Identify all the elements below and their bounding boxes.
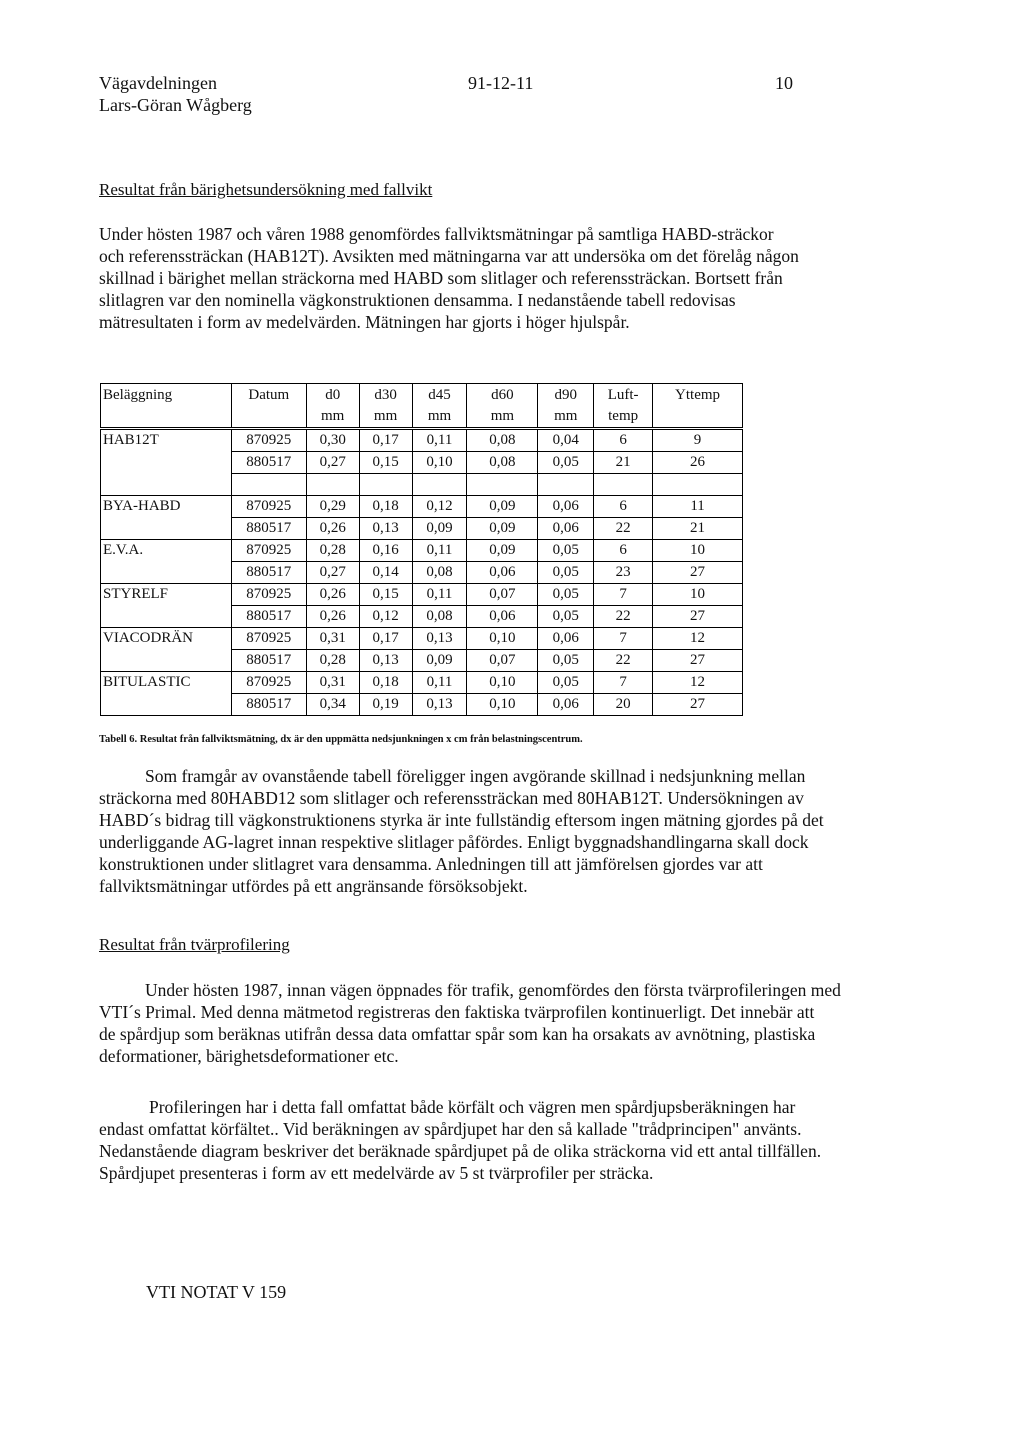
cell-belaggning [101,694,232,716]
cell [231,474,306,496]
cell: 0,06 [538,628,594,650]
cell: 11 [653,496,743,518]
cell: 0,06 [467,606,538,628]
cell: 0,09 [467,540,538,562]
cell: 0,15 [359,452,412,474]
header-author: Lars-Göran Wågberg [99,95,252,115]
column-header: Yttemp [653,384,743,407]
cell: 0,11 [412,672,467,694]
cell: 0,08 [412,606,467,628]
cell: 22 [594,606,653,628]
paragraph-line: slitlagren var den nominella vägkonstruktionen densamma. I nedanstående tabell redovisas [99,290,736,310]
column-header-unit: mm [538,406,594,429]
table-caption: Tabell 6. Resultat från fallviktsmätning, dx är den uppmätta nedsjunkningen x cm från belastningscentrum. [99,734,583,745]
cell-belaggning: BITULASTIC [101,672,232,694]
cell: 0,11 [412,584,467,606]
cell: 880517 [231,606,306,628]
paragraph-profiling [99,979,841,1067]
cell-belaggning [101,650,232,672]
cell: 0,27 [306,562,359,584]
table-row [101,518,743,540]
paragraph-line: de spårdjup som beräknas utifrån dessa data omfattar spår som kan ha orsakats av avnötning, plastiska [99,1024,816,1044]
cell-belaggning [101,606,232,628]
column-header-unit [231,406,306,429]
cell: 870925 [231,496,306,518]
cell: 880517 [231,650,306,672]
cell: 10 [653,540,743,562]
cell: 0,12 [412,496,467,518]
cell: 0,18 [359,496,412,518]
cell: 6 [594,540,653,562]
cell: 0,29 [306,496,359,518]
cell: 6 [594,496,653,518]
cell: 0,17 [359,628,412,650]
cell: 20 [594,694,653,716]
table-row [101,606,743,628]
cell: 0,08 [467,429,538,452]
cell: 0,11 [412,429,467,452]
cell: 22 [594,650,653,672]
cell: 0,30 [306,429,359,452]
cell-belaggning [101,562,232,584]
paragraph-line: endast omfattat körfältet.. Vid beräkningen av spårdjupet har den så kallade "trådprincipen" använts. [99,1119,802,1139]
paragraph-line: deformationer, bärighetsdeformationer etc. [99,1046,399,1066]
cell [306,474,359,496]
paragraph-line: Profileringen har i detta fall omfattat både körfält och vägren men spårdjupsberäkningen har [149,1097,796,1117]
cell-belaggning: BYA-HABD [101,496,232,518]
cell: 7 [594,584,653,606]
cell: 0,06 [538,694,594,716]
cell: 0,34 [306,694,359,716]
cell [101,474,232,496]
cell: 0,13 [359,650,412,672]
cell: 0,26 [306,518,359,540]
paragraph-line: underliggande AG-lagret innan respektive slitlager påfördes. Enligt byggnadshandlingarna skall dock [99,832,809,852]
cell: 870925 [231,584,306,606]
cell: 12 [653,672,743,694]
cell: 26 [653,452,743,474]
cell: 0,05 [538,452,594,474]
cell: 0,07 [467,650,538,672]
column-header-unit: temp [594,406,653,429]
paragraph-line: Spårdjupet presenteras i form av ett medelvärde av 5 st tvärprofiler per sträcka. [99,1163,654,1183]
table-row [101,540,743,562]
cell: 0,31 [306,628,359,650]
cell: 27 [653,694,743,716]
cell: 0,12 [359,606,412,628]
column-header: d0 [306,384,359,407]
cell: 870925 [231,628,306,650]
paragraph-line: HABD´s bidrag till vägkonstruktionens styrka är inte fullständig eftersom ingen mätning gjordes på det [99,810,824,830]
cell [653,474,743,496]
column-header-unit [653,406,743,429]
cell: 0,13 [359,518,412,540]
cell-belaggning: E.V.A. [101,540,232,562]
cell: 0,06 [538,518,594,540]
paragraph-line: mätresultaten i form av medelvärden. Mätningen har gjorts i höger hjulspår. [99,312,630,332]
cell: 0,10 [412,452,467,474]
cell-belaggning: STYRELF [101,584,232,606]
cell: 0,05 [538,672,594,694]
column-header: Luft- [594,384,653,407]
cell: 12 [653,628,743,650]
cell: 870925 [231,672,306,694]
table-row [101,496,743,518]
cell: 0,09 [467,496,538,518]
column-header-unit: mm [306,406,359,429]
column-header: d45 [412,384,467,407]
section-heading-tvarprofilering: Resultat från tvärprofilering [99,935,290,954]
cell: 21 [594,452,653,474]
section-heading-fallvikt: Resultat från bärighetsundersökning med fallvikt [99,180,433,199]
column-header-unit: mm [359,406,412,429]
cell: 0,09 [412,650,467,672]
cell: 0,07 [467,584,538,606]
column-header-unit: mm [412,406,467,429]
paragraph-line: VTI´s Primal. Med denna mätmetod registreras den faktiska tvärprofilen kontinuerligt. Det innebär att [99,1002,815,1022]
cell: 0,10 [467,672,538,694]
cell: 7 [594,672,653,694]
cell [467,474,538,496]
header-date: 91-12-11 [468,73,534,93]
table-row [101,584,743,606]
table-header-row [101,406,743,429]
cell: 880517 [231,562,306,584]
header-org: Vägavdelningen [99,73,217,93]
cell: 0,06 [538,496,594,518]
cell: 0,10 [467,694,538,716]
column-header: Datum [231,384,306,407]
cell: 0,16 [359,540,412,562]
cell-belaggning [101,452,232,474]
cell-belaggning: VIACODRÄN [101,628,232,650]
cell: 0,26 [306,606,359,628]
cell: 0,31 [306,672,359,694]
table-row [101,694,743,716]
column-header: d30 [359,384,412,407]
cell: 27 [653,650,743,672]
cell: 880517 [231,518,306,540]
cell: 880517 [231,452,306,474]
cell: 9 [653,429,743,452]
cell: 0,05 [538,584,594,606]
table-row [101,672,743,694]
cell: 21 [653,518,743,540]
column-header: Beläggning [101,384,232,407]
paragraph-line: Nedanstående diagram beskriver det beräknade spårdjupet på de olika sträckorna vid ett antal tillfällen. [99,1141,822,1161]
paragraph-line: Under hösten 1987, innan vägen öppnades för trafik, genomfördes den första tvärprofileringen med [145,980,841,1000]
paragraph-intro [99,223,799,333]
cell: 0,26 [306,584,359,606]
table-row [101,650,743,672]
page-number: 10 [775,73,793,93]
cell: 27 [653,562,743,584]
column-header-unit [101,406,232,429]
paragraph-line: konstruktionen under slitlagret vara densamma. Anledningen till att jämförelsen gjordes var att [99,854,763,874]
cell: 870925 [231,540,306,562]
paragraph-conclusion [99,765,824,897]
cell-belaggning: HAB12T [101,429,232,452]
cell: 0,09 [412,518,467,540]
paragraph-line: Under hösten 1987 och våren 1988 genomfördes fallviktsmätningar på samtliga HABD-sträckor [99,224,774,244]
cell: 0,18 [359,672,412,694]
cell: 0,28 [306,650,359,672]
cell: 0,28 [306,540,359,562]
cell: 0,13 [412,628,467,650]
cell: 22 [594,518,653,540]
results-table [100,383,743,716]
table-row [101,429,743,452]
cell: 0,05 [538,540,594,562]
table-row [101,562,743,584]
table-row-blank [101,474,743,496]
cell: 27 [653,606,743,628]
column-header-unit: mm [467,406,538,429]
footer-report-id: VTI NOTAT V 159 [146,1282,287,1302]
cell-belaggning [101,518,232,540]
table-header-row [101,384,743,407]
cell: 0,05 [538,606,594,628]
cell: 23 [594,562,653,584]
paragraph-line: sträckorna med 80HABD12 som slitlager och referenssträckan med 80HAB12T. Undersökningen av [99,788,804,808]
cell: 0,13 [412,694,467,716]
table-row [101,452,743,474]
cell: 0,14 [359,562,412,584]
cell: 0,04 [538,429,594,452]
paragraph-line: Som framgår av ovanstående tabell föreligger ingen avgörande skillnad i nedsjunkning mellan [145,766,806,786]
cell: 0,15 [359,584,412,606]
cell: 10 [653,584,743,606]
cell: 0,10 [467,628,538,650]
column-header: d90 [538,384,594,407]
cell: 0,19 [359,694,412,716]
cell: 0,27 [306,452,359,474]
cell [594,474,653,496]
cell [359,474,412,496]
cell: 0,11 [412,540,467,562]
cell [538,474,594,496]
cell: 0,06 [467,562,538,584]
cell: 0,08 [412,562,467,584]
table-row [101,628,743,650]
paragraph-line: fallviktsmätningar utfördes på ett angränsande försöksobjekt. [99,876,528,896]
paragraph-line: skillnad i bärighet mellan sträckorna med HABD som slitlager och referenssträckan. Bortsett från [99,268,783,288]
cell: 870925 [231,429,306,452]
cell [412,474,467,496]
paragraph-rut-depth [99,1096,821,1184]
cell: 0,08 [467,452,538,474]
cell: 0,05 [538,650,594,672]
cell: 7 [594,628,653,650]
cell: 0,17 [359,429,412,452]
column-header: d60 [467,384,538,407]
cell: 880517 [231,694,306,716]
cell: 6 [594,429,653,452]
cell: 0,09 [467,518,538,540]
paragraph-line: och referenssträckan (HAB12T). Avsikten med mätningarna var att undersöka om det förelåg någon [99,246,799,266]
cell: 0,05 [538,562,594,584]
